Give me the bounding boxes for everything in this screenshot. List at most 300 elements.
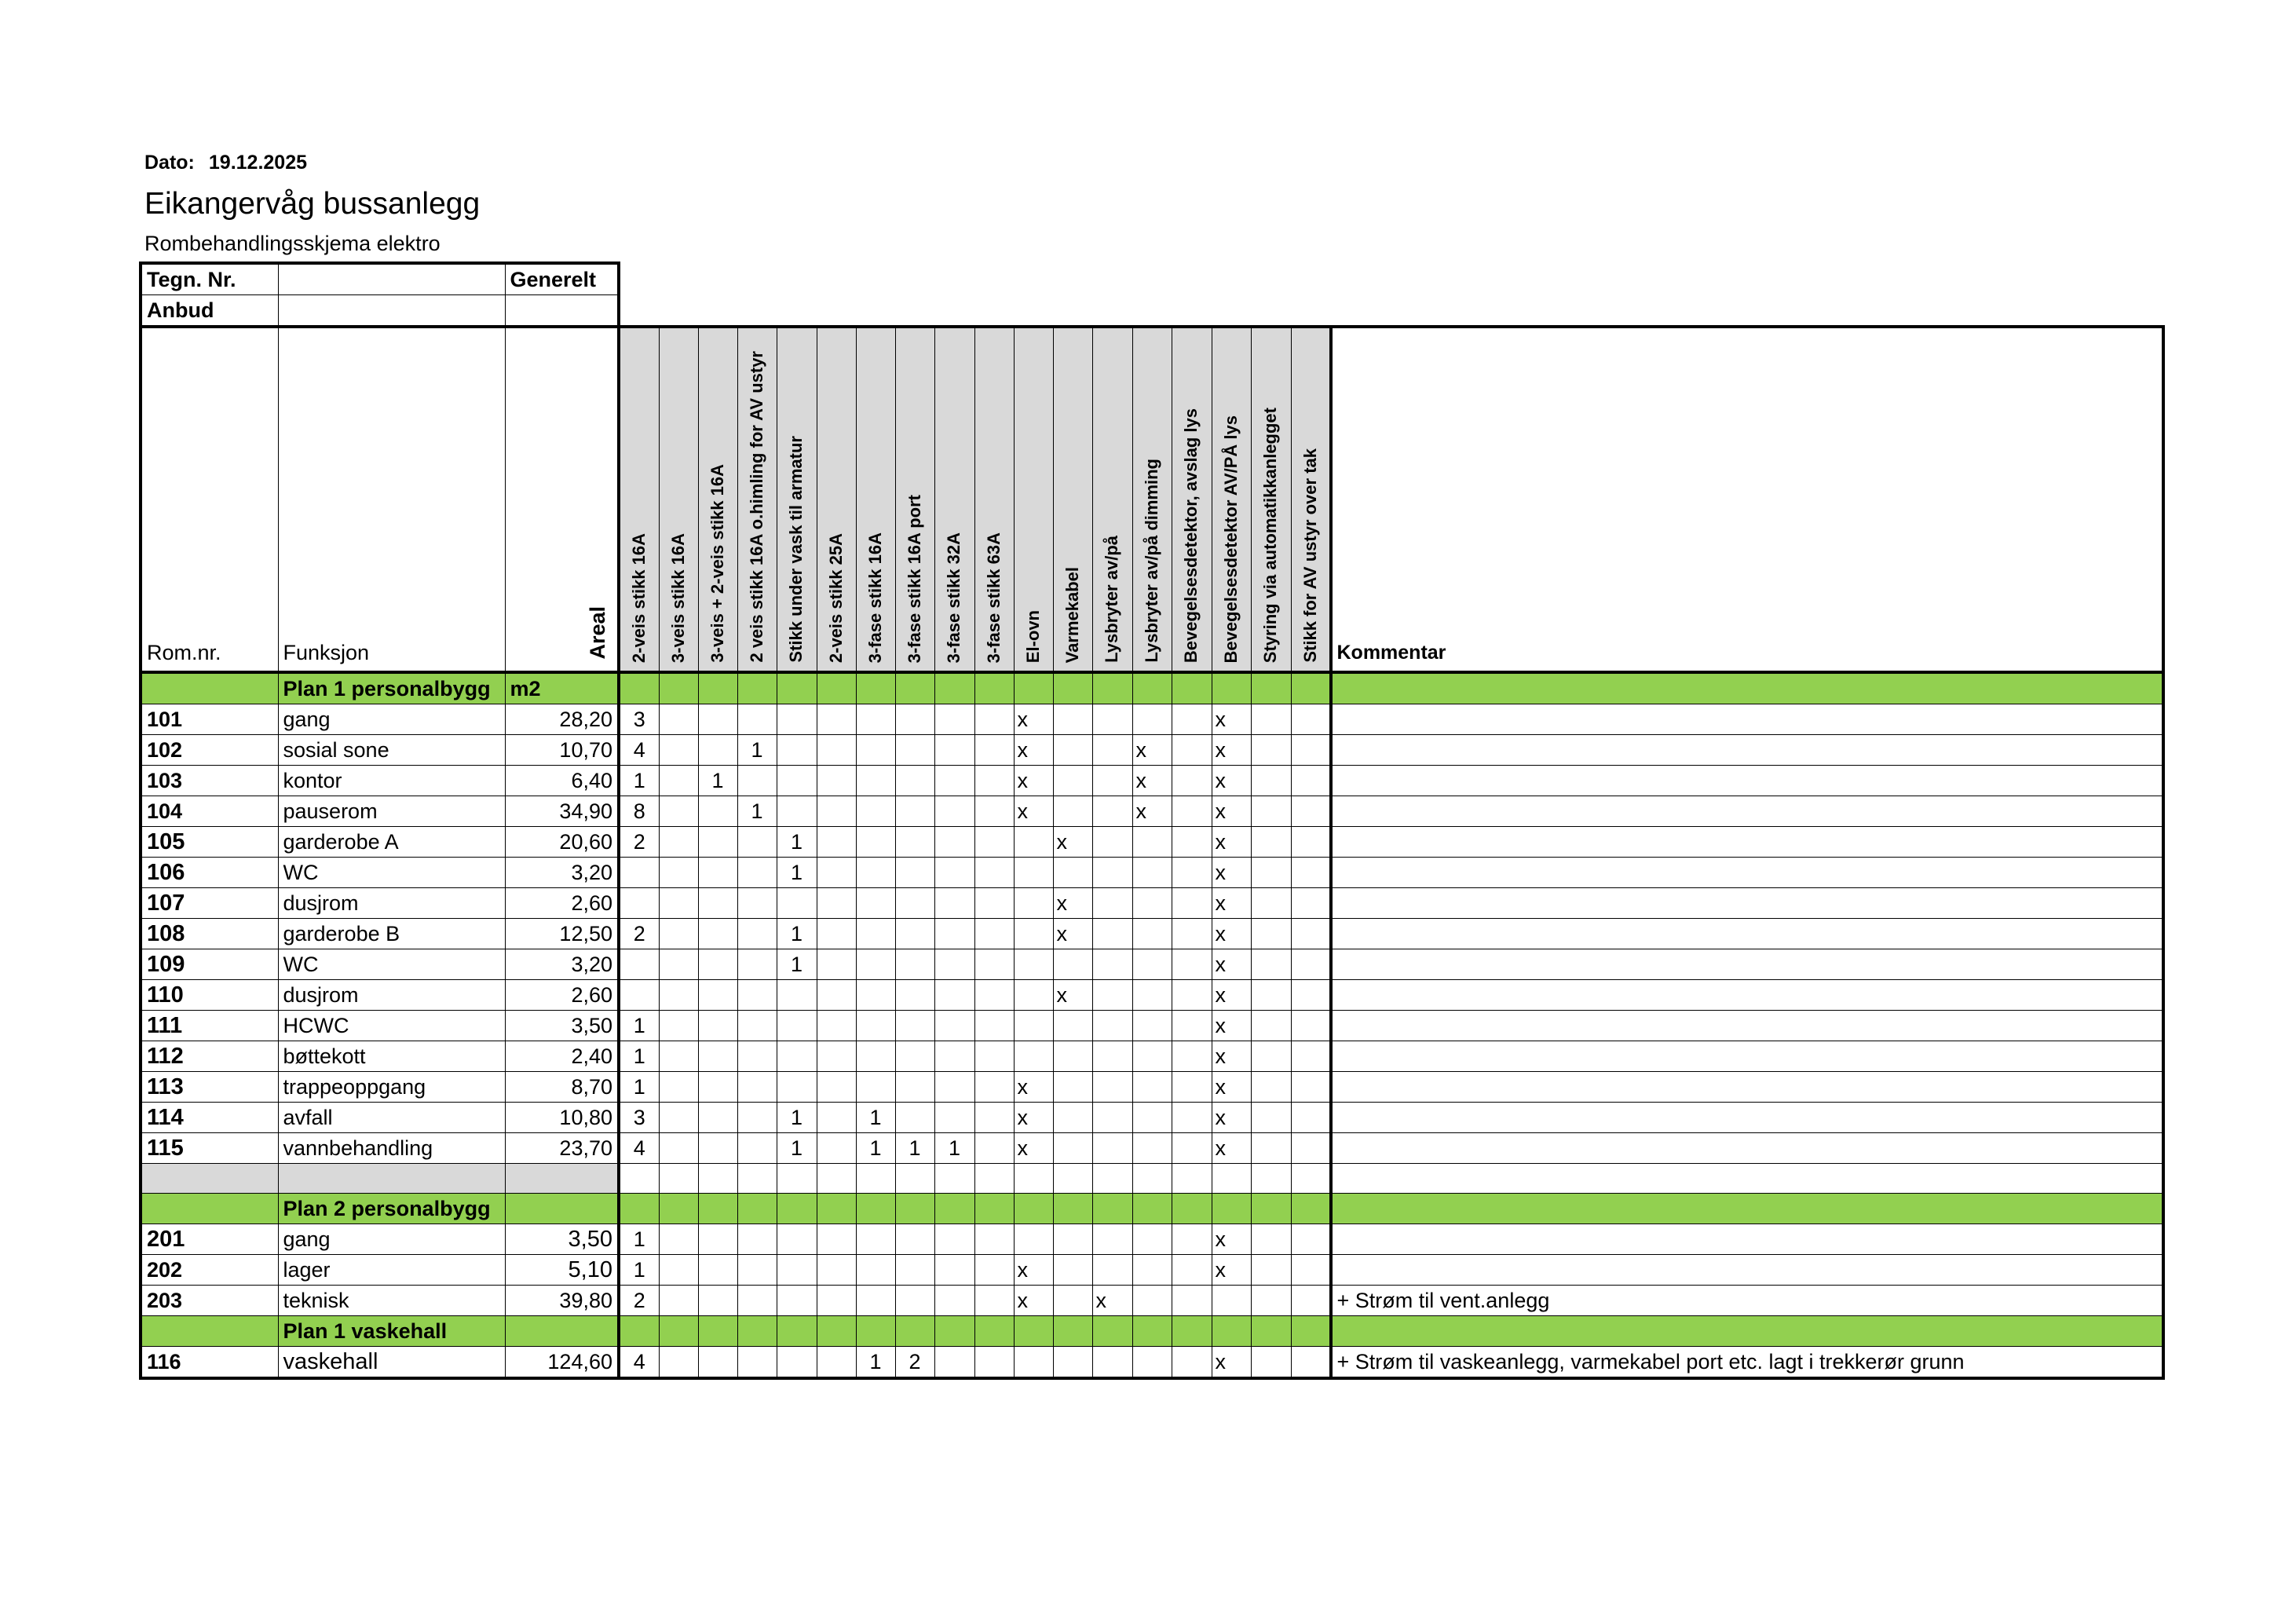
row-cell: x — [1092, 1286, 1132, 1316]
room-function: pauserom — [278, 796, 505, 827]
row-cell — [698, 888, 737, 919]
row-cell — [1291, 980, 1331, 1011]
room-area: 8,70 — [505, 1072, 619, 1103]
row-comment — [1331, 919, 2163, 949]
row-cell — [974, 888, 1014, 919]
section-filler-cell — [1331, 1194, 2163, 1224]
room-area: 20,60 — [505, 827, 619, 858]
row-cell — [974, 1347, 1014, 1379]
section-filler-cell — [698, 1316, 737, 1347]
room-number: 108 — [141, 919, 278, 949]
row-cell: x — [1212, 949, 1251, 980]
row-cell — [737, 766, 777, 796]
section-filler-cell — [1251, 1194, 1291, 1224]
row-cell — [934, 1255, 974, 1286]
row-cell — [698, 858, 737, 888]
row-cell: x — [1212, 858, 1251, 888]
row-cell — [1053, 1041, 1092, 1072]
row-cell — [1053, 1011, 1092, 1041]
room-function: WC — [278, 858, 505, 888]
row-cell — [1053, 1133, 1092, 1164]
row-cell — [659, 1072, 698, 1103]
section-filler-cell — [737, 1316, 777, 1347]
col-header-funksjon: Funksjon — [278, 327, 505, 672]
row-cell: x — [1053, 888, 1092, 919]
row-cell — [1291, 1286, 1331, 1316]
row-cell — [934, 980, 974, 1011]
row-cell — [1291, 1103, 1331, 1133]
section-filler-cell — [777, 1316, 817, 1347]
row-cell — [777, 1164, 817, 1194]
row-cell — [817, 1103, 856, 1133]
row-cell — [1132, 1255, 1172, 1286]
room-function: avfall — [278, 1103, 505, 1133]
row-cell — [659, 735, 698, 766]
section-filler-cell — [737, 1194, 777, 1224]
row-cell — [1014, 1224, 1053, 1255]
section-header-row — [141, 1316, 2163, 1347]
room-function: gang — [278, 1224, 505, 1255]
col-header-vertical-label: 3-fase stikk 63A — [983, 532, 1004, 663]
section-filler-cell — [1212, 1194, 1251, 1224]
row-cell — [974, 704, 1014, 735]
row-cell — [1251, 980, 1291, 1011]
row-cell — [737, 1164, 777, 1194]
section-filler-cell — [1132, 1316, 1172, 1347]
row-cell — [974, 980, 1014, 1011]
row-cell: 1 — [895, 1133, 934, 1164]
row-cell: x — [1212, 766, 1251, 796]
row-cell: 8 — [619, 796, 659, 827]
table-row — [141, 888, 2163, 919]
table-row — [141, 1103, 2163, 1133]
col-header-vertical — [817, 327, 856, 672]
col-header-vertical-label: 3-veis + 2-veis stikk 16A — [707, 464, 727, 663]
col-header-vertical — [659, 327, 698, 672]
row-cell: x — [1212, 704, 1251, 735]
row-cell — [619, 858, 659, 888]
col-header-vertical — [1014, 327, 1053, 672]
row-cell — [1014, 1011, 1053, 1041]
row-cell — [737, 919, 777, 949]
row-cell: 2 — [619, 919, 659, 949]
section-filler-cell — [1212, 1316, 1251, 1347]
section-filler-cell — [895, 1316, 934, 1347]
row-cell: 1 — [856, 1347, 895, 1379]
row-cell — [1251, 949, 1291, 980]
section-filler-cell — [659, 1316, 698, 1347]
row-cell — [1172, 1255, 1212, 1286]
row-cell — [1291, 1347, 1331, 1379]
room-area: 3,20 — [505, 949, 619, 980]
row-cell — [974, 1133, 1014, 1164]
row-cell — [974, 735, 1014, 766]
row-cell — [817, 1255, 856, 1286]
row-cell — [1172, 766, 1212, 796]
room-number: 201 — [141, 1224, 278, 1255]
row-cell: x — [1212, 1011, 1251, 1041]
row-cell — [817, 888, 856, 919]
row-cell — [895, 1011, 934, 1041]
section-filler-cell — [934, 1316, 974, 1347]
row-cell — [934, 1224, 974, 1255]
row-cell — [934, 858, 974, 888]
row-cell — [1132, 980, 1172, 1011]
section-unit — [505, 1316, 619, 1347]
row-cell — [934, 1103, 974, 1133]
section-filler-cell — [1331, 1316, 2163, 1347]
row-cell — [1132, 858, 1172, 888]
row-cell — [817, 1224, 856, 1255]
section-filler-cell — [856, 1316, 895, 1347]
col-header-vertical-label: Bevegelsesdetektor, avslag lys — [1180, 408, 1201, 663]
row-cell — [1291, 1255, 1331, 1286]
row-cell — [1251, 704, 1291, 735]
row-cell: 2 — [619, 1286, 659, 1316]
row-comment — [1331, 1133, 2163, 1164]
row-cell — [1092, 1347, 1132, 1379]
row-cell — [934, 888, 974, 919]
section-filler-cell — [1132, 1194, 1172, 1224]
section-filler-cell — [1251, 1316, 1291, 1347]
room-function: teknisk — [278, 1286, 505, 1316]
table-row — [141, 796, 2163, 827]
col-header-areal: Areal — [505, 327, 619, 672]
col-header-vertical — [737, 327, 777, 672]
section-filler-cell — [856, 1194, 895, 1224]
row-cell — [698, 1224, 737, 1255]
row-cell — [1291, 858, 1331, 888]
row-cell — [1251, 1164, 1291, 1194]
row-cell — [817, 949, 856, 980]
row-cell — [777, 1041, 817, 1072]
section-empty-cell — [141, 1194, 278, 1224]
room-area: 6,40 — [505, 766, 619, 796]
row-comment — [1331, 1072, 2163, 1103]
room-area: 10,70 — [505, 735, 619, 766]
row-cell — [1092, 1164, 1132, 1194]
row-cell — [817, 1286, 856, 1316]
row-comment — [1331, 888, 2163, 919]
section-filler-cell — [1331, 672, 2163, 704]
row-cell — [1172, 735, 1212, 766]
room-function: dusjrom — [278, 888, 505, 919]
table-row — [141, 1347, 2163, 1379]
row-cell — [856, 980, 895, 1011]
row-cell — [777, 1286, 817, 1316]
table-row — [141, 827, 2163, 858]
row-cell — [1251, 1041, 1291, 1072]
section-unit: m2 — [505, 672, 619, 704]
meta-row-tegn — [141, 263, 2163, 295]
row-cell — [895, 980, 934, 1011]
table-row — [141, 980, 2163, 1011]
row-cell — [1172, 858, 1212, 888]
row-cell — [619, 1164, 659, 1194]
row-cell — [817, 858, 856, 888]
col-header-vertical — [934, 327, 974, 672]
row-cell — [1053, 1347, 1092, 1379]
row-cell — [895, 949, 934, 980]
row-cell — [895, 1103, 934, 1133]
room-number: 114 — [141, 1103, 278, 1133]
row-cell — [1251, 1224, 1291, 1255]
row-cell — [856, 1286, 895, 1316]
row-cell — [856, 858, 895, 888]
row-cell — [1172, 980, 1212, 1011]
row-cell — [659, 858, 698, 888]
section-filler-cell — [817, 672, 856, 704]
section-filler-cell — [777, 1194, 817, 1224]
section-filler-cell — [1092, 1194, 1132, 1224]
table-row — [141, 766, 2163, 796]
row-cell — [1172, 1072, 1212, 1103]
col-header-vertical-label: 3-fase stikk 16A — [865, 532, 885, 663]
row-cell: 1 — [619, 1255, 659, 1286]
row-cell — [1132, 1347, 1172, 1379]
section-filler-cell — [974, 1316, 1014, 1347]
row-cell: x — [1212, 1103, 1251, 1133]
room-number: 101 — [141, 704, 278, 735]
section-filler-cell — [1172, 672, 1212, 704]
row-cell — [974, 949, 1014, 980]
row-cell — [1014, 827, 1053, 858]
room-function: vaskehall — [278, 1347, 505, 1379]
room-number: 113 — [141, 1072, 278, 1103]
row-cell — [1291, 1133, 1331, 1164]
row-cell — [856, 1041, 895, 1072]
table-row — [141, 1286, 2163, 1316]
row-cell — [895, 1041, 934, 1072]
row-cell: 1 — [619, 1072, 659, 1103]
row-cell — [1092, 1072, 1132, 1103]
row-cell — [737, 1255, 777, 1286]
room-number: 102 — [141, 735, 278, 766]
row-cell — [934, 1164, 974, 1194]
col-header-vertical-label: Bevegelsesdetektor AV/PÅ lys — [1220, 415, 1241, 663]
row-cell — [1172, 1103, 1212, 1133]
row-cell: 1 — [777, 827, 817, 858]
row-cell: x — [1014, 1072, 1053, 1103]
row-cell — [737, 888, 777, 919]
row-cell — [1172, 1041, 1212, 1072]
row-cell: x — [1053, 919, 1092, 949]
row-cell — [1092, 704, 1132, 735]
row-cell — [1212, 1286, 1251, 1316]
room-area: 124,60 — [505, 1347, 619, 1379]
row-cell: x — [1014, 1286, 1053, 1316]
row-cell — [1092, 735, 1132, 766]
row-cell — [1053, 1164, 1092, 1194]
room-number: 106 — [141, 858, 278, 888]
section-header-row — [141, 672, 2163, 704]
col-header-vertical — [974, 327, 1014, 672]
room-number — [141, 1164, 278, 1194]
row-cell — [1132, 919, 1172, 949]
room-function: sosial sone — [278, 735, 505, 766]
row-cell — [895, 1255, 934, 1286]
table-row — [141, 1072, 2163, 1103]
room-function: lager — [278, 1255, 505, 1286]
table-row — [141, 1041, 2163, 1072]
row-cell — [1092, 1224, 1132, 1255]
col-header-vertical-label: 2-veis stikk 16A — [629, 532, 649, 663]
row-cell — [698, 1103, 737, 1133]
row-cell — [895, 735, 934, 766]
row-cell — [895, 1072, 934, 1103]
room-area: 34,90 — [505, 796, 619, 827]
room-area: 23,70 — [505, 1133, 619, 1164]
tegn-value — [278, 263, 505, 295]
row-cell — [698, 1041, 737, 1072]
section-filler-cell — [1092, 1316, 1132, 1347]
row-cell — [1132, 1133, 1172, 1164]
row-comment — [1331, 1011, 2163, 1041]
row-cell — [777, 1072, 817, 1103]
row-cell — [934, 1286, 974, 1316]
row-cell — [659, 1103, 698, 1133]
row-cell — [1251, 766, 1291, 796]
row-comment — [1331, 1103, 2163, 1133]
row-cell — [1251, 1103, 1291, 1133]
row-cell — [934, 704, 974, 735]
row-cell — [698, 827, 737, 858]
row-cell — [777, 1255, 817, 1286]
row-cell: x — [1014, 735, 1053, 766]
table-row — [141, 1164, 2163, 1194]
col-header-vertical-label: 2 veis stikk 16A o.himling for AV ustyr — [746, 351, 766, 663]
room-schedule-table — [139, 262, 2165, 1380]
col-header-vertical-label: Stikk under vask til armatur — [785, 436, 806, 663]
row-cell — [1092, 796, 1132, 827]
row-cell — [934, 919, 974, 949]
row-cell — [895, 796, 934, 827]
row-cell — [1291, 1041, 1331, 1072]
row-comment: + Strøm til vaskeanlegg, varmekabel port etc. lagt i trekkerør grunn — [1331, 1347, 2163, 1379]
row-cell — [737, 1041, 777, 1072]
row-cell — [777, 704, 817, 735]
row-cell — [698, 1011, 737, 1041]
row-cell — [659, 919, 698, 949]
section-filler-cell — [1291, 1316, 1331, 1347]
row-cell — [856, 949, 895, 980]
col-header-vertical-label: Varmekabel — [1062, 566, 1082, 663]
row-cell — [1014, 949, 1053, 980]
section-filler-cell — [1132, 672, 1172, 704]
row-cell — [895, 888, 934, 919]
row-cell — [1172, 1011, 1212, 1041]
row-cell — [698, 796, 737, 827]
row-cell: x — [1212, 919, 1251, 949]
row-cell — [1053, 766, 1092, 796]
row-cell: 3 — [619, 1103, 659, 1133]
row-cell — [737, 1133, 777, 1164]
room-number: 104 — [141, 796, 278, 827]
row-cell — [817, 1164, 856, 1194]
row-cell — [1132, 1041, 1172, 1072]
row-cell — [619, 949, 659, 980]
room-number: 111 — [141, 1011, 278, 1041]
row-cell — [737, 1103, 777, 1133]
row-cell — [1092, 1011, 1132, 1041]
col-header-vertical-label: Styring via automatikkanlegget — [1260, 407, 1280, 663]
row-cell — [659, 1041, 698, 1072]
row-comment — [1331, 704, 2163, 735]
row-cell — [698, 1072, 737, 1103]
section-filler-cell — [1014, 1316, 1053, 1347]
col-header-vertical-label: El-ovn — [1022, 609, 1043, 663]
room-function: vannbehandling — [278, 1133, 505, 1164]
col-header-vertical-label: 3-fase stikk 32A — [943, 532, 963, 663]
row-cell — [1291, 919, 1331, 949]
row-cell — [1092, 1103, 1132, 1133]
room-area: 2,40 — [505, 1041, 619, 1072]
row-cell — [895, 766, 934, 796]
row-cell: x — [1212, 1347, 1251, 1379]
row-cell — [1291, 766, 1331, 796]
row-cell — [856, 1164, 895, 1194]
row-cell — [737, 827, 777, 858]
room-function — [278, 1164, 505, 1194]
row-cell — [1132, 1286, 1172, 1316]
row-cell — [659, 766, 698, 796]
row-cell — [1291, 949, 1331, 980]
row-cell: x — [1132, 735, 1172, 766]
row-cell — [856, 827, 895, 858]
row-cell: x — [1212, 1133, 1251, 1164]
row-cell — [1132, 888, 1172, 919]
row-cell — [895, 1164, 934, 1194]
row-cell: 1 — [856, 1103, 895, 1133]
row-cell — [777, 888, 817, 919]
section-filler-cell — [1172, 1194, 1212, 1224]
table-row — [141, 735, 2163, 766]
section-filler-cell — [974, 672, 1014, 704]
row-cell: x — [1014, 796, 1053, 827]
row-cell — [1014, 858, 1053, 888]
section-filler-cell — [698, 672, 737, 704]
row-cell — [817, 919, 856, 949]
row-cell — [817, 827, 856, 858]
section-filler-cell — [856, 672, 895, 704]
row-comment — [1331, 1224, 2163, 1255]
row-comment — [1331, 735, 2163, 766]
row-cell: 1 — [856, 1133, 895, 1164]
section-filler-cell — [659, 672, 698, 704]
table-row — [141, 919, 2163, 949]
col-header-vertical-label: Lysbryter av/på dimming — [1141, 459, 1161, 663]
row-cell — [895, 1286, 934, 1316]
row-cell — [1172, 1224, 1212, 1255]
row-cell: 4 — [619, 1133, 659, 1164]
row-cell: x — [1212, 1072, 1251, 1103]
row-cell — [1053, 1286, 1092, 1316]
row-comment — [1331, 827, 2163, 858]
row-cell — [856, 1011, 895, 1041]
section-filler-cell — [974, 1194, 1014, 1224]
room-area: 28,20 — [505, 704, 619, 735]
row-cell: 1 — [737, 735, 777, 766]
row-cell — [1092, 980, 1132, 1011]
row-cell — [974, 1041, 1014, 1072]
row-cell — [817, 1011, 856, 1041]
row-cell — [698, 949, 737, 980]
row-cell — [856, 796, 895, 827]
section-filler-cell — [619, 1194, 659, 1224]
section-title: Plan 2 personalbygg — [278, 1194, 505, 1224]
col-header-vertical-label: 2-veis stikk 25A — [825, 532, 846, 663]
col-header-vertical — [1092, 327, 1132, 672]
